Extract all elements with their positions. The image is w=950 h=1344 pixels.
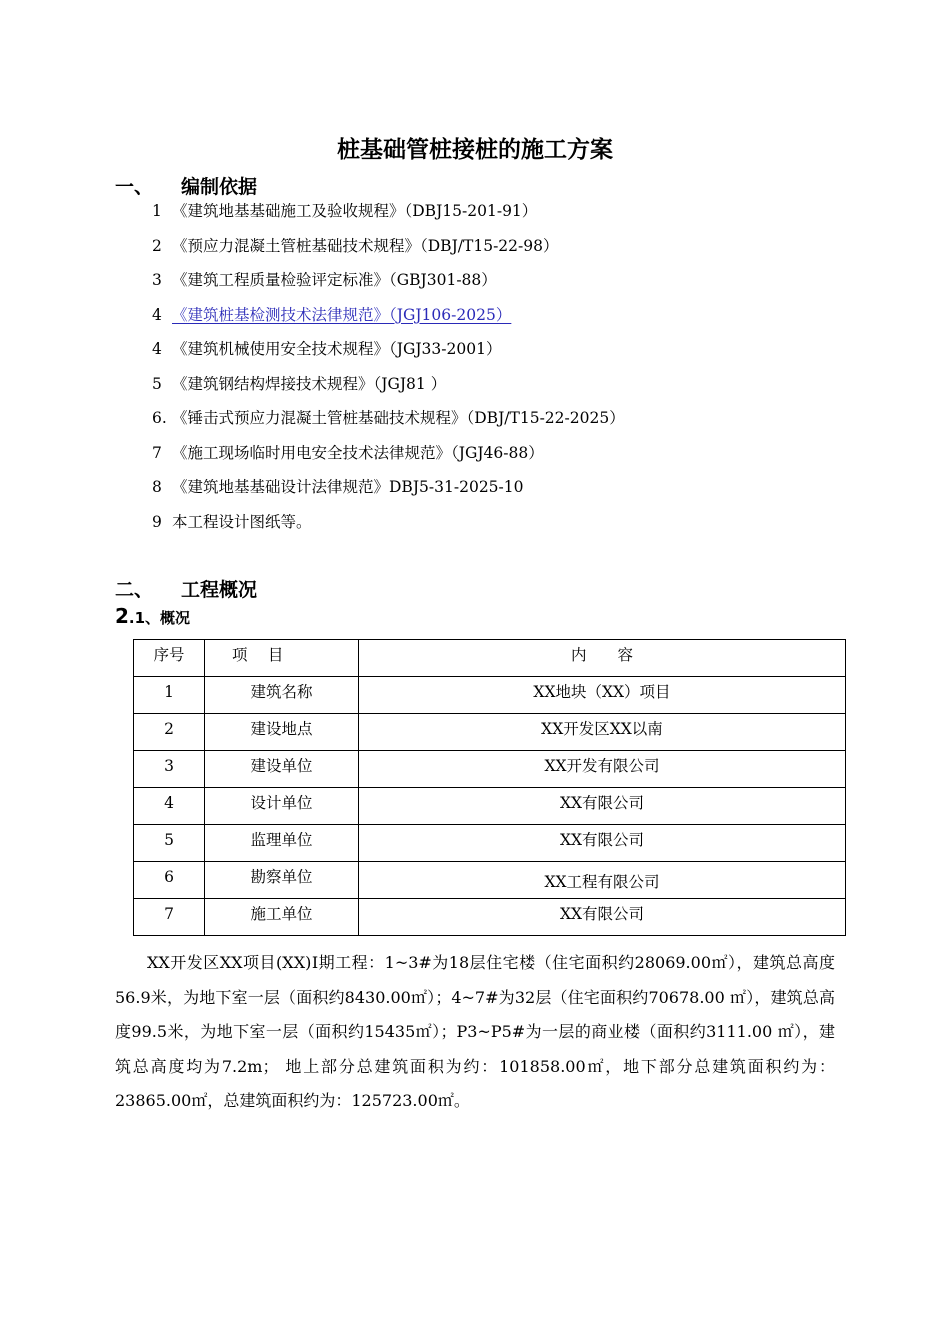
table-cell: 施工单位: [205, 899, 359, 936]
table-cell: 7: [134, 899, 205, 936]
item-number: 5: [152, 374, 162, 393]
table-cell: 4: [134, 788, 205, 825]
table-cell: 1: [134, 677, 205, 714]
table-cell: 建设地点: [205, 714, 359, 751]
subsection-number: 2: [115, 604, 129, 628]
item-number: 6.: [152, 409, 167, 427]
table-cell: 5: [134, 825, 205, 862]
table-cell: 设计单位: [205, 788, 359, 825]
table-row: [134, 677, 846, 714]
item-text: 本工程设计图纸等。: [172, 512, 312, 531]
table-cell: 6: [134, 862, 205, 899]
table-cell: XX有限公司: [359, 825, 846, 862]
header-cell: 项 目: [205, 640, 359, 677]
section-number: 二、: [115, 579, 154, 601]
table-row: [134, 751, 846, 788]
header-cell: 内 容: [359, 640, 846, 677]
table-row: [134, 862, 846, 899]
item-text: 《施工现场临时用电安全技术法律规范》（JGJ46-88）: [172, 443, 544, 462]
item-number: 1: [152, 202, 162, 220]
list-item: [152, 267, 625, 302]
overview-paragraph: XX开发区XX项目(XX)Ⅰ期工程：1~3#为18层住宅楼（住宅面积约28069.00㎡），建筑总高度56.9米，为地下室一层（面积约8430.00㎡）；4~7#为32层（住宅面积约70678.00 ㎡），建筑总高度99.5米，为地下室一层（面积约15435㎡）；P3~P5#为一层的商业楼（面积约3111.00 ㎡），建筑总高度均为7.2m； 地上部分总建筑面积为约：101858.00㎡，地下部分总建筑面积约为：23865.00㎡，总建筑面积约为：125723.00㎡。: [115, 953, 835, 1111]
section-title: 工程概况: [181, 579, 258, 601]
table-cell: 2: [134, 714, 205, 751]
item-text: 《预应力混凝土管桩基础技术规程》（DBJ/T15-22-98）: [172, 236, 559, 255]
item-number: 4: [152, 305, 162, 324]
section-number: 一、: [115, 176, 154, 198]
reference-list: [152, 198, 625, 543]
table-row: [134, 788, 846, 825]
list-item: [152, 474, 625, 509]
item-number: 4: [152, 340, 162, 358]
table-cell: XX有限公司: [359, 788, 846, 825]
section-title: 编制依据: [181, 176, 258, 198]
table-header-row: [134, 640, 846, 677]
list-item: [152, 371, 625, 406]
table-cell: 建设单位: [205, 751, 359, 788]
table-cell: XX开发区XX以南: [359, 714, 846, 751]
reference-link[interactable]: 《建筑桩基检测技术法律规范》（JGJ106-2025）: [172, 305, 512, 324]
cell-text: XX工程有限公司: [544, 873, 660, 891]
list-item: [152, 440, 625, 475]
subsection-heading: [115, 604, 190, 628]
list-item: [152, 198, 625, 233]
item-number: 2: [152, 236, 162, 255]
item-text: 《建筑机械使用安全技术规程》（JGJ33-2001）: [172, 340, 502, 358]
table-cell: 监理单位: [205, 825, 359, 862]
subsection-title: .1、概况: [128, 609, 191, 627]
section-heading-overview: [115, 578, 257, 602]
table-cell: 勘察单位: [205, 862, 359, 899]
item-text: 《建筑地基基础设计法律规范》DBJ5-31-2025-10: [172, 478, 524, 496]
table-cell: XX地块（XX）项目: [359, 677, 846, 714]
item-text: 《建筑工程质量检验评定标准》（GBJ301-88）: [172, 271, 497, 289]
item-text: 《建筑地基基础施工及验收规程》（DBJ15-201-91）: [172, 202, 538, 220]
item-text: 《建筑钢结构焊接技术规程》（JGJ81 ）: [172, 374, 447, 393]
list-item: [152, 302, 625, 337]
table-cell: [359, 862, 846, 899]
table-row: [134, 899, 846, 936]
list-item: [152, 405, 625, 440]
section-heading-basis: [115, 175, 257, 199]
list-item: [152, 233, 625, 268]
table-row: [134, 825, 846, 862]
document-title: 桩基础管桩接桩的施工方案: [337, 137, 613, 163]
item-number: 3: [152, 271, 162, 289]
item-text: 《锤击式预应力混凝土管桩基础技术规程》（DBJ/T15-22-2025）: [172, 409, 625, 427]
project-info-table: [133, 639, 846, 936]
table-cell: XX有限公司: [359, 899, 846, 936]
table-cell: 3: [134, 751, 205, 788]
table-cell: XX开发有限公司: [359, 751, 846, 788]
table-cell: 建筑名称: [205, 677, 359, 714]
item-number: 7: [152, 443, 162, 462]
header-cell: 序号: [134, 640, 205, 677]
item-number: 9: [152, 512, 162, 531]
list-item: [152, 336, 625, 371]
table-row: [134, 714, 846, 751]
item-number: 8: [152, 478, 162, 496]
list-item: [152, 509, 625, 544]
